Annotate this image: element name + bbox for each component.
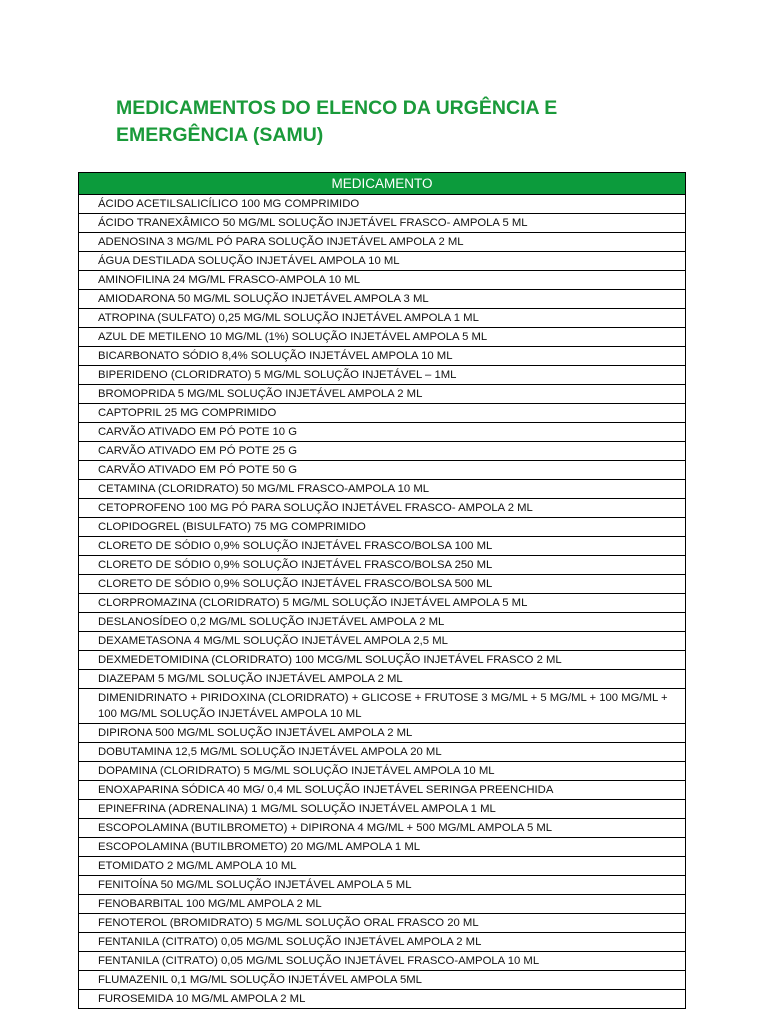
table-row: FENOTEROL (BROMIDRATO) 5 MG/ML SOLUÇÃO ORAL FRASCO 20 ML — [79, 914, 685, 933]
table-row: CAPTOPRIL 25 MG COMPRIMIDO — [79, 404, 685, 423]
table-row: ESCOPOLAMINA (BUTILBROMETO) 20 MG/ML AMPOLA 1 ML — [79, 838, 685, 857]
table-row: FENOBARBITAL 100 MG/ML AMPOLA 2 ML — [79, 895, 685, 914]
table-row: CLORETO DE SÓDIO 0,9% SOLUÇÃO INJETÁVEL FRASCO/BOLSA 250 ML — [79, 556, 685, 575]
table-body — [79, 195, 685, 1008]
table-row: ETOMIDATO 2 MG/ML AMPOLA 10 ML — [79, 857, 685, 876]
table-row: DOBUTAMINA 12,5 MG/ML SOLUÇÃO INJETÁVEL AMPOLA 20 ML — [79, 743, 685, 762]
table-row: DESLANOSÍDEO 0,2 MG/ML SOLUÇÃO INJETÁVEL AMPOLA 2 ML — [79, 613, 685, 632]
table-row: AMINOFILINA 24 MG/ML FRASCO-AMPOLA 10 ML — [79, 271, 685, 290]
table-row: AMIODARONA 50 MG/ML SOLUÇÃO INJETÁVEL AMPOLA 3 ML — [79, 290, 685, 309]
table-row: FENTANILA (CITRATO) 0,05 MG/ML SOLUÇÃO INJETÁVEL AMPOLA 2 ML — [79, 933, 685, 952]
table-row: CETAMINA (CLORIDRATO) 50 MG/ML FRASCO-AMPOLA 10 ML — [79, 480, 685, 499]
table-row: FENTANILA (CITRATO) 0,05 MG/ML SOLUÇÃO INJETÁVEL FRASCO-AMPOLA 10 ML — [79, 952, 685, 971]
table-row: AZUL DE METILENO 10 MG/ML (1%) SOLUÇÃO INJETÁVEL AMPOLA 5 ML — [79, 328, 685, 347]
table-row: CLORETO DE SÓDIO 0,9% SOLUÇÃO INJETÁVEL FRASCO/BOLSA 100 ML — [79, 537, 685, 556]
table-row: DEXMEDETOMIDINA (CLORIDRATO) 100 MCG/ML SOLUÇÃO INJETÁVEL FRASCO 2 ML — [79, 651, 685, 670]
table-row: ÁCIDO TRANEXÂMICO 50 MG/ML SOLUÇÃO INJETÁVEL FRASCO- AMPOLA 5 ML — [79, 214, 685, 233]
page-title-line-1: MEDICAMENTOS DO ELENCO DA URGÊNCIA E — [116, 97, 558, 119]
table-row: DIPIRONA 500 MG/ML SOLUÇÃO INJETÁVEL AMPOLA 2 ML — [79, 724, 685, 743]
page-title-line-2: EMERGÊNCIA (SAMU) — [116, 124, 324, 146]
table-row: ESCOPOLAMINA (BUTILBROMETO) + DIPIRONA 4 MG/ML + 500 MG/ML AMPOLA 5 ML — [79, 819, 685, 838]
table-row: ATROPINA (SULFATO) 0,25 MG/ML SOLUÇÃO INJETÁVEL AMPOLA 1 ML — [79, 309, 685, 328]
table-row: ÁGUA DESTILADA SOLUÇÃO INJETÁVEL AMPOLA 10 ML — [79, 252, 685, 271]
table-row: CLORETO DE SÓDIO 0,9% SOLUÇÃO INJETÁVEL FRASCO/BOLSA 500 ML — [79, 575, 685, 594]
table-row: BICARBONATO SÓDIO 8,4% SOLUÇÃO INJETÁVEL AMPOLA 10 ML — [79, 347, 685, 366]
table-row: DIMENIDRINATO + PIRIDOXINA (CLORIDRATO) + GLICOSE + FRUTOSE 3 MG/ML + 5 MG/ML + 100 MG/ML + 100 MG/ML SOLUÇÃO INJETÁVEL AMPOLA 10 ML — [79, 689, 685, 724]
table-row: CLOPIDOGREL (BISULFATO) 75 MG COMPRIMIDO — [79, 518, 685, 537]
table-row: BROMOPRIDA 5 MG/ML SOLUÇÃO INJETÁVEL AMPOLA 2 ML — [79, 385, 685, 404]
table-row: DEXAMETASONA 4 MG/ML SOLUÇÃO INJETÁVEL AMPOLA 2,5 ML — [79, 632, 685, 651]
table-row: EPINEFRINA (ADRENALINA) 1 MG/ML SOLUÇÃO INJETÁVEL AMPOLA 1 ML — [79, 800, 685, 819]
table-row: DIAZEPAM 5 MG/ML SOLUÇÃO INJETÁVEL AMPOLA 2 ML — [79, 670, 685, 689]
table-row: FUROSEMIDA 10 MG/ML AMPOLA 2 ML — [98, 993, 306, 1005]
table-row: CETOPROFENO 100 MG PÓ PARA SOLUÇÃO INJETÁVEL FRASCO- AMPOLA 2 ML — [79, 499, 685, 518]
table-row: BIPERIDENO (CLORIDRATO) 5 MG/ML SOLUÇÃO INJETÁVEL – 1ML — [79, 366, 685, 385]
table-row: ADENOSINA 3 MG/ML PÓ PARA SOLUÇÃO INJETÁVEL AMPOLA 2 ML — [79, 233, 685, 252]
table-row: FENITOÍNA 50 MG/ML SOLUÇÃO INJETÁVEL AMPOLA 5 ML — [79, 876, 685, 895]
medication-table — [78, 172, 686, 1009]
table-row: ENOXAPARINA SÓDICA 40 MG/ 0,4 ML SOLUÇÃO INJETÁVEL SERINGA PREENCHIDA — [79, 781, 685, 800]
table-row: CLORPROMAZINA (CLORIDRATO) 5 MG/ML SOLUÇÃO INJETÁVEL AMPOLA 5 ML — [79, 594, 685, 613]
table-header: MEDICAMENTO — [79, 173, 685, 195]
page-title — [116, 95, 676, 149]
table-row: FLUMAZENIL 0,1 MG/ML SOLUÇÃO INJETÁVEL AMPOLA 5ML — [79, 971, 685, 990]
table-row: CARVÃO ATIVADO EM PÓ POTE 50 G — [79, 461, 685, 480]
table-row: CARVÃO ATIVADO EM PÓ POTE 10 G — [79, 423, 685, 442]
table-row: CARVÃO ATIVADO EM PÓ POTE 25 G — [79, 442, 685, 461]
table-row: ÁCIDO ACETILSALICÍLICO 100 MG COMPRIMIDO — [79, 195, 685, 214]
table-row: DOPAMINA (CLORIDRATO) 5 MG/ML SOLUÇÃO INJETÁVEL AMPOLA 10 ML — [79, 762, 685, 781]
